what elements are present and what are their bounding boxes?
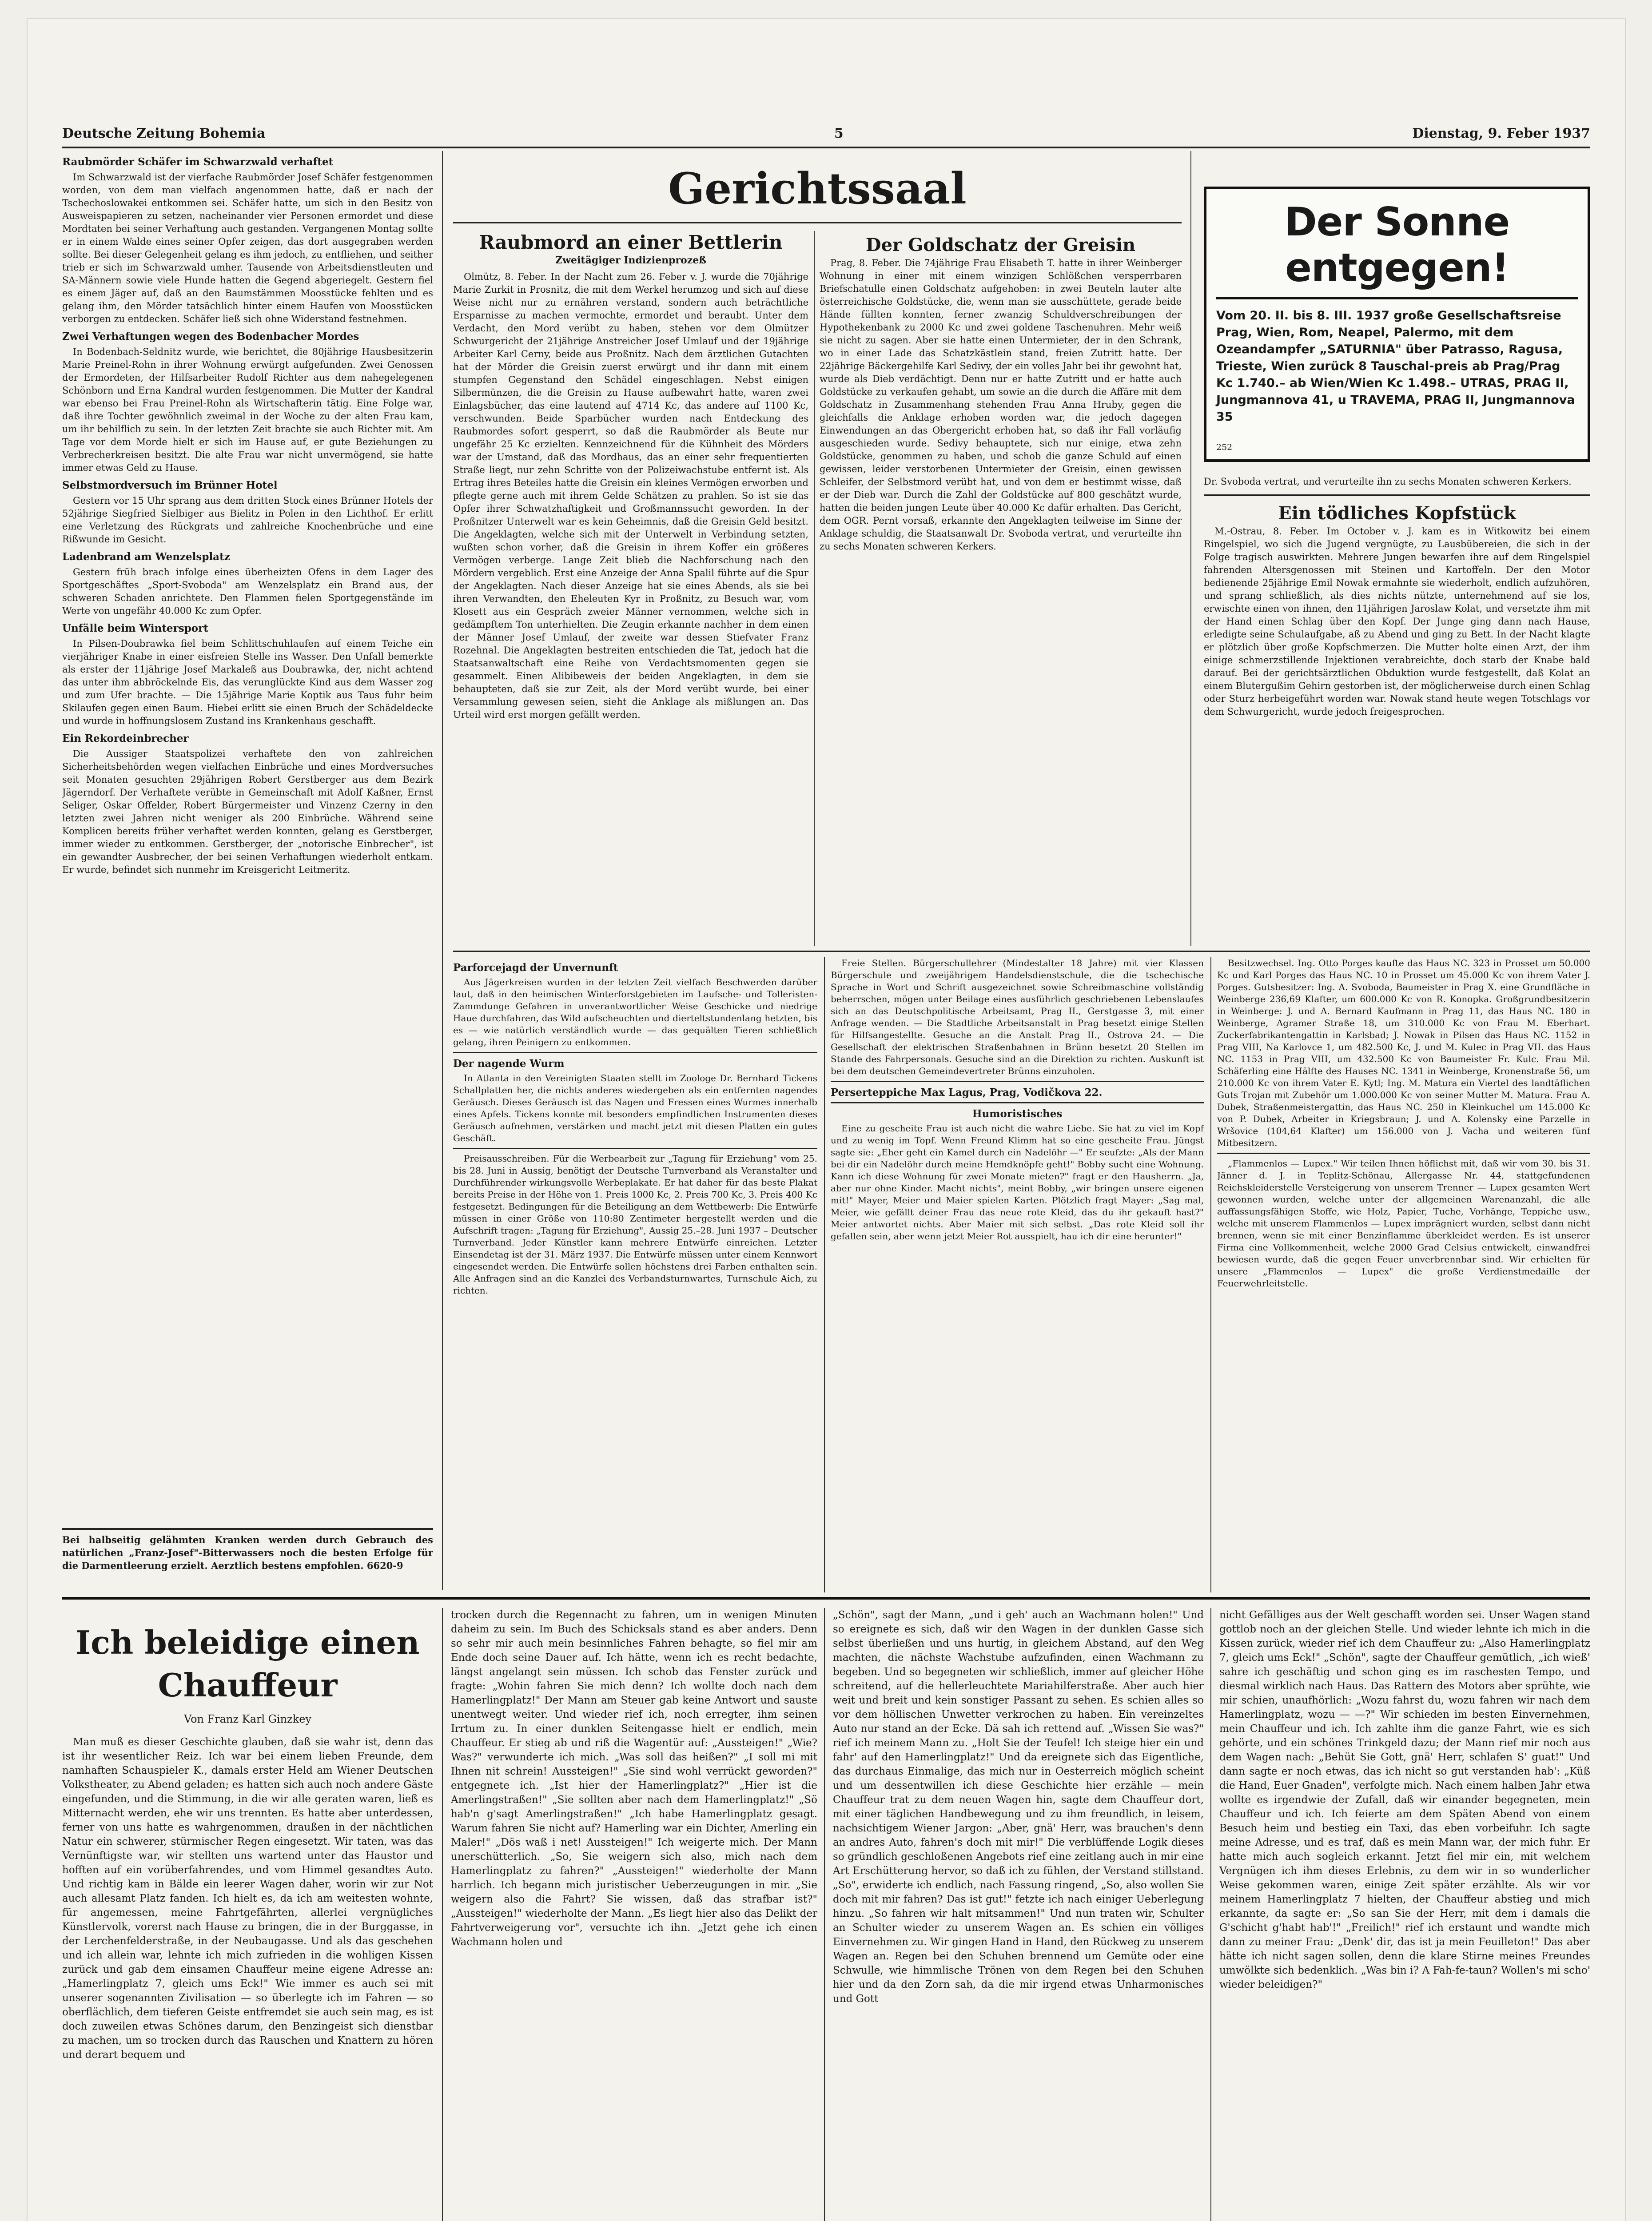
news-text: Aus Jägerkreisen wurden in der letzten Zeit vielfach Beschwerden darüber laut, daß in den heimischen Winterforstgebieten im Laufsche- und Tolleristen-Zammdunge Gefahren in unverantwortlicher Weise Geschicke und niedrige Haue durchfahren, das Wild aufscheuchten und dierteltstundenlang hetzten, bis es — wie natürlich verständlich wurde — das gequälten Tieren schließlich gelang, ihren Peinigern zu entkommen. — [453, 977, 817, 1047]
column-divider — [1190, 151, 1191, 946]
story-author: Von Franz Karl Ginzkey — [183, 1713, 312, 1725]
header-paper-name: Deutsche Zeitung Bohemia — [62, 125, 266, 141]
column-divider — [1210, 1608, 1211, 2221]
travel-ad-box — [1204, 187, 1590, 462]
news-heading: Parforcejagd der Unvernunft — [453, 962, 618, 974]
news-text: In Atlanta in den Vereinigten Staaten stellt im Zoologe Dr. Bernhard Tickens Schallplatten her, die nichts anderes wiedergeben als ein entfernten nagendes Geräusch. Dieses Geräusch ist das Nagen und Fressen eines Wurmes innerhalb eines Apfels. Tickens konnte mit besonders empfindlichen Instrumenten dieses Geräusch aufnehmen, verstärken und macht jetzt mit diesen Platten ein gutes Geschäft. — [453, 1073, 817, 1143]
travel-ad-headline: Der Sonne entgegen! — [1216, 199, 1578, 299]
court-column-b — [820, 231, 1182, 946]
mid-column-3 — [1217, 957, 1590, 1592]
left-column — [62, 151, 433, 1528]
divider — [453, 1052, 817, 1053]
article-title: Raubmord an einer Bettlerin — [479, 231, 783, 253]
news-text: Besitzwechsel. Ing. Otto Porges kaufte das Haus NC. 323 in Prosset um 50.000 Kc und Karl Porges das Haus NC. 10 in Prosset um 45.000 Kc von ihrem Vater J. Porges. Gutsbesitzer: Ing. A. Svoboda, Baumeister in Prag X. eine Grundfläche in Weinberge 236,69 Klafter, um 600.000 Kc von R. Konopka. Großgrundbesitzerin in Weinberge: J. und A. Bernard Kaufmann in Prag 11, das Haus NC. 180 in Weinberge, Agramer Straße 18, um 310.000 Kc von Frau M. Eberhart. Zuckerfabrikantengattin in Karlsbad; J. Nowak in Pilsen das Haus NC. 1152 in Prag VIII, Na Karlovce 1, um 482.500 Kc, J. und M. Kulec in Prag VII. das Haus NC. 1153 in Prag VIII, um 432.500 Kc von Baumeister Fr. Kulc. Frau Mil. Schäferling eine Hälfte des Hauses NC. 1341 in Weinberge, Kronenstraße 56, um 210.000 Kc von ihrem Vater E. Kytl; Ing. M. Matura ein Viertel des landtäflichen Guts Trojan mit Zubehör um 1.000.000 Kc von seiner Mutter M. Matura. Frau A. Dubek, Straßenmeistergattin, das Haus NC. 250 in Kleinkuchel um 145.000 Kc von P. Dubek, Arbeiter in Kriegsbraun; J. und A. Kolensky eine Parzelle in Wršovice (104,64 Klafter) um 156.000 von J. Vacha und weiteren fünf Mitbesitzern. — [1217, 958, 1590, 1148]
news-text: Preisausschreiben. Für die Werbearbeit zur „Tagung für Erziehung" vom 25. bis 28. Juni in Aussig, benötigt der Deutsche Turnverband als Veranstalter und Durchführender wirkungsvolle Werbeplakate. Er hat daher für das beste Plakat bereits Preise in der Höhe von 1. Preis 1000 Kc, 2. Preis 700 Kc, 3. Preis 400 Kc festgesetzt. Bedingungen für die Beteiligung an dem Wettbewerb: Die Entwürfe müssen in einer Größe von 110:80 Zentimeter hergestellt werden und die Aufschrift tragen: „Tagung für Erziehung", Aussig 25.–28. Juni 1937 – Deutscher Turnverband. Jeder Künstler kann mehrere Entwürfe einreichen. Letzter Einsendetag ist der 31. März 1937. Die Entwürfe müssen unter einem Kennwort eingesendet werden. Die Entwürfe sollen höchstens drei Farben enthalten sein. Alle Anfragen sind an die Kanzlei des Verbandsturnwartes, Turnschule Aich, zu richten. — [453, 1153, 817, 1296]
story-column-1 — [62, 1608, 433, 2221]
story-column-3 — [833, 1608, 1204, 2221]
divider — [453, 951, 1590, 952]
news-text: In Bodenbach-Seldnitz wurde, wie berichtet, die 80jährige Hausbesitzerin Marie Preinel-Rohn in ihrer Wohnung erwürgt aufgefunden. Zwei Genossen der Ermordeten, der Hilfsarbeiter Rudolf Richter aus dem nahegelegenen Schönborn und Erna Kandral wurden festgenommen. Die Mutter der Kandral war ebenso bei Frau Preinel-Rohn als Wirtschafterin tätig. Eine Folge war, daß ihre Tochter gewöhnlich zweimal in der Woche zu der alten Frau kam, um ihr behilflich zu sein. In der letzten Zeit brachte sie auch Richter mit. Am Tage vor dem Morde hielt er sich im Hause auf, er gute Beziehungen zu Verbrecherkreisen besitzt. Die alte Frau war nicht unvermögend, sie hatte immer etwas Geld zu Hause. — [62, 346, 433, 473]
section-divider — [62, 1597, 1590, 1600]
news-heading: Humoristisches — [972, 1108, 1063, 1120]
divider — [831, 1102, 1204, 1103]
article-title: Der Goldschatz der Greisin — [865, 235, 1136, 255]
news-heading: Unfälle beim Wintersport — [62, 622, 208, 634]
news-heading: Raubmörder Schäfer im Schwarzwald verhaftet — [62, 156, 334, 168]
article-text: M.-Ostrau, 8. Feber. Im October v. J. kam es in Witkowitz bei einem Ringelspiel, wo sich die Jugend vergnügte, zu Lausbübereien, die sich in der Folge tragisch auswirkten. Mehrere Jungen bewarfen ihre auf dem Ringelspiel fahrenden Altersgenossen mit Steinen und Kartoffeln. Der den Motor bedienende 25jährige Emil Nowak ermahnte sie wiederholt, endlich aufzuhören, und sprang schließlich, als dies nichts nützte, unternehmend auf sie los, erwischte einen von ihnen, den 11jährigen Jaroslaw Kolat, und versetzte ihm mit der Hand einen Schlag über den Kopf. Der Junge ging dann nach Hause, erledigte seine Schulaufgabe, aß zu Abend und ging zu Bett. In der Nacht klagte er plötzlich über große Kopfschmerzen. Die Mutter holte einen Arzt, der ihm einige schmerzstillende Injektionen verabreichte, doch starb der Knabe bald darauf. Bei der gerichtsärztlichen Obduktion wurde festgestellt, daß Kolat an einem Blutergußim Gehirn gestorben ist, der möglicherweise durch einen Schlag oder Sturz herbeigeführt worden war. Nowak stand heute wegen Totschlags vor dem Schwurgericht, wurde jedoch freigesprochen. — [1204, 526, 1590, 717]
travel-ad-body: Vom 20. II. bis 8. III. 1937 große Gesellschaftsreise Prag, Wien, Rom, Neapel, Palermo, mit dem Ozeandampfer „SATURNIA" über Patrasso, Ragusa, Trieste, Wien zurück 8 Tauschal-preis ab Prag/Prag Kc 1.740.– ab Wien/Wien Kc 1.498.– UTRAS, PRAG II, Jungmannova 41, u TRAVEMA, PRAG II, Jungmannova 35 — [1216, 309, 1575, 424]
ad-heading: Perserteppiche Max Lagus, Prag, Vodičkova 22. — [831, 1087, 1103, 1099]
court-column-a — [453, 231, 808, 946]
mid-column-2 — [831, 957, 1204, 1592]
column-divider — [824, 1608, 825, 2221]
news-heading: Ein Rekordeinbrecher — [62, 732, 189, 744]
divider — [1204, 494, 1590, 496]
column-divider — [1210, 957, 1211, 1592]
news-heading: Selbstmordversuch im Brünner Hotel — [62, 479, 278, 491]
travel-ad-code: 252 — [1216, 442, 1233, 452]
story-column-2 — [451, 1608, 817, 2221]
court-article-tail: Dr. Svoboda vertrat, und verurteilte ihn zu sechs Monaten schweren Kerkers. — [1204, 476, 1572, 487]
story-column-4 — [1219, 1608, 1590, 2221]
column-divider — [824, 957, 825, 1592]
news-text: In Pilsen-Doubrawka fiel beim Schlittschuhlaufen auf einem Teiche ein vierjähriger Knabe in einer eisfreien Stelle ins Wasser. Den Unfall bemerkte als erster der 11jährige Josef Markaleß aus Doubrawka, der, nicht achtend das unter ihm abbröckelnde Eis, das verunglückte Kind aus dem Wasser zog und zum Ufer brachte. — Die 15jährige Marie Koptik aus Taus fuhr beim Skilaufen gegen einen Baum. Hiebei erlitt sie einen Bruch der Schädeldecke und wurde in hoffnungslosem Zustand ins Krankenhaus geschafft. — [62, 638, 433, 726]
story-text: trocken durch die Regennacht zu fahren, um in wenigen Minuten daheim zu sein. Im Buch des Schicksals stand es aber anders. Denn so sehr mir auch mein besinnliches Fahren behagte, so fiel mir am Ende doch seine Dauer auf. Ich hätte, wenn ich es recht bedachte, längst angelangt sein müssen. Ich schob das Fenster zurück und fragte: „Wohin fahren Sie mich denn? Ich wollte doch nach dem Hamerlingplatz!" Der Mann am Steuer gab keine Antwort und sauste unentwegt weiter. Und wieder rief ich, noch erregter, ihm seinen Irrtum zu. In einer dunklen Seitengasse hielt er endlich, mein Chauffeur. Er stieg ab und riß die Wagentür auf: „Aussteigen!" „Wie? Was?" verwunderte ich mich. „Was soll das heißen?" „I soll mi mit Ihnen nit schrein! Aussteigen!" „Sie sind wohl verrückt geworden?" entgegnete ich. „Ist hier der Hamerlingplatz?" „Hier ist die Amerlingstraßen!" „Sie sollten aber nach dem Hamerlingplatz!" „Sö hab'n g'sagt Amerlingstraßen!" „Ich habe Hamerlingplatz gesagt. Warum fahren Sie nicht auf? Hamerling war ein Dichter, Amerling ein Maler!" „Dös waß i net! Aussteigen!" Ich weigerte mich. Der Mann unerschütterlich. „So, Sie weigern sich also, mich nach dem Hamerlingplatz zu fahren?" „Aussteigen!" wiederholte der Mann harrlich. Ich begann mich juristischer Ueberzeugungen in mir. „Sie weigern also die Fahrt? Sie wissen, daß das strafbar ist?" „Aussteigen!" wiederholte der Mann. „Es liegt hier also das Delikt der Fahrtverweigerung vor", versuchte ich ihn. „Jetzt gehe ich einen Wachmann holen und — [451, 1609, 817, 1948]
news-heading: Zwei Verhaftungen wegen des Bodenbacher Mordes — [62, 330, 359, 342]
article-text: Olmütz, 8. Feber. In der Nacht zum 26. Feber v. J. wurde die 70jährige Marie Zurkit in Prosnitz, die mit dem Werkel herumzog und sich auf diese Weise nicht nur zu ernähren verstand, sondern auch beträchtliche Ersparnisse zu machen vermochte, ermordet und beraubt. Unter dem Verdacht, den Mord verübt zu haben, stehen vor dem Olmützer Schwurgericht der 21jährige Anstreicher Josef Umlauf und der 19jährige Arbeiter Karl Cerny, beide aus Proßnitz. Nach dem ärztlichen Gutachten hat der Mörder die Greisin zuerst erwürgt und ihr dann mit einem stumpfen Gegenstand den Schädel eingeschlagen. Nebst einigen Silbermünzen, die die Greisin zu Hause aufbewahrt hatte, waren zwei Einlagsbücher, das eine lautend auf 4714 Kc, das andere auf 1100 Kc, verschwunden. Beide Sparbücher wurden nach Entdeckung des Raubmordes sofort gesperrt, so daß die Raubmörder als Beute nur ungefähr 25 Kc erzielten. Kennzeichnend für die Kühnheit des Mörders war der Umstand, daß das Mordhaus, das an einer sehr frequentierten Straße liegt, nur zehn Schritte von der Polizeiwachstube entfernt ist. Als Ertrag ihres Beteiles hatte die Greisin ein kleines Vermögen erworben und pflegte gerne auch mit ihrem Gelde Schätzen zu prahlen. So ist sie das Opfer ihrer Schwatzhaftigkeit und Großmannssucht geworden. In der Proßnitzer Unterwelt war es kein Geheimnis, daß die Greisin Geld besitzt. Die Angeklagten, welche sich mit der Unterwelt in Verbindung setzten, wußten schon vorher, daß die Greisin in ihrem Koffer ein größeres Vermögen verberge. Lange Zeit blieb die Nachforschung nach den Mördern vergeblich. Erst eine Anzeige der Anna Spalil führte auf die Spur der Angeklagten. Nach dieser Anzeige hat sie eines Abends, als sie bei ihren Verwandten, den Eheleuten Kyr in Proßnitz, zu Besuch war, vom Klosett aus ein Gespräch zweier Männer vernommen, welche sich in gedämpftem Ton unterhielten. Die Zeugin erkannte nachher in dem einen der Männer Josef Umlauf, der zweite war dessen Stiefvater Franz Rozehnal. Die Angeklagten bestreiten entschieden die Tat, jedoch hat die Staatsanwaltschaft eine Reihe von Verdachtsmomenten gegen sie gesammelt. Einen Alibibeweis der beiden Angeklagten, in dem sie behaupteten, daß sie zur Zeit, als der Mord verübt wurde, bei einer Versammlung gewesen seien, sieht die Anklage als mißlungen an. Das Urteil wird erst morgen gefällt werden. — [453, 271, 808, 720]
column-divider — [442, 151, 443, 1590]
bitterwasser-ad-text: Bei halbseitig gelähmten Kranken werden durch Gebrauch des natürlichen „Franz-Josef"-Bitterwassers noch die besten Erfolge für die Darmentleerung erzielt. Aerztlich bestens empfohlen. 6620-9 — [62, 1534, 433, 1571]
newspaper-page — [27, 18, 1626, 2221]
divider — [831, 1081, 1204, 1082]
right-column — [1204, 475, 1590, 946]
page-header — [62, 120, 1590, 148]
news-text: Eine zu gescheite Frau ist auch nicht die wahre Liebe. Sie hat zu viel im Kopf und zu wenig im Topf. Wenn Freund Klimm hat so eine gescheite Frau. Jüngst sagte sie: „Eher geht ein Kamel durch ein Nadelöhr —" Er seufzte: „Als der Mann bei dir ein Nadelöhr durch meine Hemdknöpfe geht!" Bobby sucht eine Wohnung. Kann ich diese Wohnung für zwei Monate mieten?" fragt er den Hausherrn. „Ja, aber nur ohne Kinder. Macht nichts", meint Bobby, „wir bringen unsere eigenen mit!" Mayer, Meier und Maier spielen Karten. Plötzlich fragt Mayer: „Sag mal, Meier, wie gefällt deiner Frau das neue rote Kleid, das du ihr gekauft hast?" Meier antwortet nichts. Aber Maier mit sich selbst. „Das rote Kleid soll ihr gefallen sein, aber wenn jetzt Meier Rot ausspielt, hau ich dir eine herunter!" — [831, 1123, 1204, 1242]
header-page-number: 5 — [834, 125, 844, 141]
column-divider — [814, 231, 815, 946]
story-text: nicht Gefälliges aus der Welt geschafft worden sei. Unser Wagen stand gottlob noch an der gleichen Stelle. Und wieder lehnte ich mich in die Kissen zurück, wieder rief ich dem Chauffeur zu: „Also Hamerlingplatz 7, gleich ums Eck!" „Schön", sagte der Chauffeur gemütlich, „ich wieß' sahre ich geschäftig und schon ging es im raschesten Tempo, und diesmal wirklich nach Haus. Das Rattern des Motors aber sprühte, wie mir schien, unaufhörlich: „Wozu fahrst du, wozu fahren wir nach dem Hamerlingplatz, wozu — —?" Wir schieden im besten Einvernehmen, mein Chauffeur und ich. Ich zahlte ihm die ganze Fahrt, wie es sich gehörte, und ein schönes Trinkgeld dazu; der Mann rief mir noch aus dem Wagen nach: „Behüt Sie Gott, gnä' Herr, schlafen S' guat!" Und dann sagte er noch etwas, das ich nicht so gut verstanden hab': „Küß die Hand, Euer Gnaden", verfolgte mich. Nach einem halben Jahr etwa wollte es irgendwie der Zufall, daß wir einander begegneten, mein Chauffeur und ich. Ich feierte am dem Späten Abend von einem Besuch heim und bestieg ein Taxi, das eben vorbeifuhr. Ich sagte meine Adresse, und es traf, daß es mein Mann war, der mich fuhr. Er hatte mich auch sogleich erkannt. Jetzt fiel mir ein, mit welchem Vergnügen ich ihm dieses Erlebnis, zu dem wir in so wunderlicher Weise gekommen waren, einige Zeit später erzählte. Als wir vor meinem Hamerlingplatz 7 hielten, der Chauffeur abstieg und mich erkannte, da sagte er: „So san Sie der Herr, mit dem i damals die G'schicht g'habt hab'!" „Freilich!" rief ich erstaunt und wandte mich dann zu meiner Frau: „Denk' dir, das ist ja mein Feuilleton!" Das aber hätte ich nicht sagen sollen, denn die klare Stirne meines Freundes umwölkte sich bedenklich. „Was bin i? A Fah-fe-taun? Wollen's mi scho' wieder beleidigen?" — [1219, 1609, 1590, 1990]
article-title: Ein tödliches Kopfstück — [1278, 503, 1516, 524]
header-date: Dienstag, 9. Feber 1937 — [1412, 125, 1590, 141]
gerichtssaal-title: Gerichtssaal — [668, 163, 967, 214]
article-text: Prag, 8. Feber. Die 74jährige Frau Elisabeth T. hatte in ihrer Weinberger Wohnung in einer mit einem winzigen Schlößchen versperrbaren Briefschatulle einen Goldschatz aufgehoben: in zwei Beuteln lauter alte österreichische Goldstücke, die, wenn man sie ausschüttete, gerade beide Hände füllten konnten, ferner zwanzig Schuldverschreibungen der Hypothekenbank zu 2000 Kc und zwei goldene Taschenuhren. Mehr weiß sie nicht zu sagen. Aber sie hatte einen Untermieter, der in den Schrank, wo in einer Lade das Schatzkästlein stand, freien Zutritt hatte. Der 22jährige Bäckergehilfe Karl Sedivy, der ein volles Jahr bei ihr gewohnt hat, wurde als Dieb verdächtigt. Denn nur er hatte Zutritt und er hatte auch Goldstücke zu verkaufen gehabt, um sowie an die durch die Affäre mit dem Goldschatz in Zusammenhang stehenden Frau Anna Hruby, gegen die gleichfalls die Anklage erhoben worden war, die jedoch dagegen Einwendungen an das Obergericht erhoben hat, so daß ihr Fall vorläufig ausgeschieden wurde. Sedivy behauptete, sich nur einige, etwa zehn Goldstücke, genommen zu haben, und schob die ganze Schuld auf einen gewissen, leider verstorbenen Untermieter der Greisin, einen gewissen Schleifer, der Selbstmord verübt hat, und von dem er bestimmt wisse, daß er der Dieb war. Durch die Zahl der Goldstücke auf 800 geschätzt wurde, hatten die beiden jungen Leute über 40.000 Kc dafür erhalten. Das Gericht, dem OGR. Pernt vorsaß, erkannte den Angeklagten teilweise im Sinne der Anklage schuldig, die Staatsanwalt Dr. Svoboda vertrat, und verurteilte ihn zu sechs Monaten schweren Kerkers. — [820, 258, 1182, 552]
mid-column-1 — [453, 957, 817, 1592]
story-text: Man muß es dieser Geschichte glauben, daß sie wahr ist, denn das ist ihr wesentlicher Reiz. Ich war bei einem lieben Freunde, dem namhaften Schauspieler K., damals erster Held am Wiener Deutschen Volkstheater, zu Abend geladen; es hatten sich auch noch andere Gäste eingefunden, und die Stimmung, in die wir alle geraten waren, ließ es Mitternacht werden, ehe wir uns trennten. Es hatte aber unterdessen, ferner von uns hatte es wahrgenommen, draußen in der nächtlichen Natur ein schwerer, stürmischer Regen eingesetzt. Wir taten, was das Vernünftigste war, wir stellten uns wartend unter das Haustor und hofften auf ein vorüberfahrendes, und vom Himmel gesandtes Auto. Und richtig kam in Bälde ein leerer Wagen daher, worin wir zur Not auch allesamt Platz fanden. Ich hielt es, da ich am weitesten wohnte, für angemessen, meine Fahrtgefährten, allerlei vergnügliches Künstlervolk, vorerst nach Hause zu bringen, die in der Burggasse, in der Lerchenfelderstraße, in der Neubaugasse. Und als das geschehen und ich allein war, lehnte ich mich zufrieden in die wohligen Kissen zurück und gab dem einsamen Chauffeur meine eigene Adresse an: „Hamerlingplatz 7, gleich ums Eck!" Wie immer es auch sei mit unserer sogenannten Zivilisation — so überlegte ich im Fahren — so oberflächlich, dem tieferen Geiste entfremdet sie auch sein mag, es ist doch zuweilen etwas Schönes darum, den Benzingeist sich dienstbar zu machen, um so trocken durch das Rauschen und Knattern zu hören und derart bequem und — [62, 1736, 433, 2061]
news-text: Im Schwarzwald ist der vierfache Raubmörder Josef Schäfer festgenommen worden, von dem man vielfach angenommen hatte, daß er nach der Tschechoslowakei entkommen sei. Schäfer hatte, um sich in den Besitz von Ausweispapieren zu setzen, nacheinander vier Personen ermordet und diese Mordtaten bei seiner Verhaftung auch gestanden. Vergangenen Montag sollte er in einem Walde eines seiner Opfer zeigen, das dort ausgegraben werden sollte. Bei dieser Gelegenheit gelang es ihm jedoch, zu entfliehen, und seither trieb er sich im Schwarzwald umher. Tausende von Arbeitsdienstleuten und SA-Männern sowie viele Hunde hatten die Gegend abgeriegelt. Gestern fiel es einem Jäger auf, daß an den Baumstämmen Moosstücke fehlten und es gelang ihm, den Mörder tatsächlich hinter einem Haufen von Moosstücken verborgen zu entdecken. Schäfer ließ sich ohne Widerstand festnehmen. — [62, 172, 433, 324]
news-text: Die Aussiger Staatspolizei verhaftete den von zahlreichen Sicherheitsbehörden wegen vielfachen Einbrüche und eines Mordversuches seit Monaten gesuchten 29jährigen Robert Gerstberger aus dem Bezirk Jägerndorf. Der Verhaftete verübte in Gemeinschaft mit Adolf Kaßner, Ernst Seliger, Oskar Offelder, Robert Bürgermeister und Vinzenz Czerny in den letzten zwei Jahren nicht weniger als 200 Einbrüche. Während seine Komplicen bereits früher verhaftet werden konnten, gelang es Gerstberger, immer wieder zu entkommen. Gerstberger, der „notorische Einbrecher", ist ein gewandter Ausbrecher, der bei seinen Verhaftungen wiederholt entkam. Er wurde, befindet sich nunmehr im Kreisgericht Leitmeritz. — [62, 748, 433, 875]
news-heading: Der nagende Wurm — [453, 1058, 565, 1070]
story-title: Ich beleidige einen Chauffeur — [76, 1624, 420, 1704]
bitterwasser-ad — [62, 1528, 433, 1596]
divider — [453, 1148, 817, 1149]
story-text: „Schön", sagt der Mann, „und i geh' auch an Wachmann holen!" Und so ereignete es sich, daß wir den Wagen in der dunklen Gasse sich selbst überließen und uns hurtig, in gleichem Abstand, auf den Weg machten, die nächste Wachstube aufzufinden, einen Wachmann zu begeben. Und so begegneten wir schließlich, immer auf gleicher Höhe schreitend, auf die hellerleuchtete Mariahilferstraße. Aber auch hier weit und breit und kein sonstiger Passant zu sehen. Es schien alles so vor dem höllischen Unwetter verkrochen zu haben. Ein vereinzeltes Auto nur stand an der Ecke. Dä sah ich rettend auf. „Wissen Sie was?" rief ich meinem Mann zu. „Holt Sie der Teufel! Ich steige hier ein und fahr' auf den Hamerlingplatz!" Und da ereignete sich das Eigentliche, das durchaus Einmalige, das mich nur in Oesterreich möglich scheint und um dessentwillen ich diese Geschichte hier erzähle — mein Chauffeur trat zu dem neuen Wagen hin, sagte dem Chauffeur dort, mit einer täglichen Handbewegung und zu ihm freundlich, in leisem, nachsichtigem Wiener Jargon: „Aber, gnä' Herr, was brauchen's denn an andres Auto, fahren's doch mit mir!" Die verblüffende Logik dieses so gründlich geschloßenen Angebots rief eine zeitlang auch in mir eine Art Erschütterung hervor, so daß ich zu fühlen, der Verstand stillstand. „So", erwiderte ich endlich, nach Fassung ringend, „So, also wollen Sie doch mit mir fahren? Das ist gut!" fetzte ich nach einiger Ueberlegung hinzu. „So fahren wir halt mitsammen!" Und nun traten wir, Schulter an Schulter wieder zu unserem Wagen an. Es schien ein völliges Einvernehmen zu. Wir gingen Hand in Hand, den Rückweg zu unserem Wagen an. Regen bei den Schuhen brennend um Gemüte oder eine Schwulle, wie himmlische Trönen von dem Regen bei den Schuhen hier und da den Zorn sah, da die mir irgend etwas Unharmonisches und Gott — [833, 1609, 1204, 2005]
column-divider — [442, 1608, 443, 2221]
divider — [1217, 1153, 1590, 1154]
divider — [453, 222, 1182, 223]
news-heading: Ladenbrand am Wenzelsplatz — [62, 551, 230, 563]
news-text: Freie Stellen. Bürgerschullehrer (Mindestalter 18 Jahre) mit vier Klassen Bürgerschule und zweijährigem Handelsdienstschule, die die tschechische Sprache in Wort und Schrift ausgezeichnet sowie Schreibmaschine vollständig beherrschen, mögen unter Beilage eines ausführlich geschriebenen Lebenslaufes sich an das Deutschpolitische Arbeitsamt, Prag II., Gerstgasse 3, mit einer Anfrage wenden. — Die Stadtliche Arbeitsanstalt in Prag besetzt einige Stellen für Hilfsangestellte. Gesuche an die Anstalt Prag II., Ostrova 24. — Die Gesellschaft der elektrischen Straßenbahnen in Brünn besetzt 20 Stellen im Stande des Fahrpersonals. Gesuche sind an die Direktion zu richten. Auskunft ist bei dem deutschen Gemeindevertreter Brünns einzuholen. — [831, 958, 1204, 1076]
news-text: Gestern vor 15 Uhr sprang aus dem dritten Stock eines Brünner Hotels der 52jährige Siegfried Sielbiger aus Bielitz in Polen in den Lichthof. Er erlitt eine Verletzung des Rückgrats und zahlreiche Knochenbrüche und eine Rißwunde im Gesicht. — [62, 495, 433, 545]
news-text: Gestern früh brach infolge eines überheizten Ofens in dem Lager des Sportgeschäftes „Sport-Svoboda" am Wenzelsplatz ein Brand aus, der schweren Schaden anrichtete. Den Flammen fielen Sportgegenstände im Werte von ungefähr 40.000 Kc zum Opfer. — [62, 567, 433, 616]
news-text: „Flammenlos — Lupex." Wir teilen Ihnen höflichst mit, daß wir vom 30. bis 31. Jänner d. J. in Teplitz-Schönau, Allergasse Nr. 44, stattgefundenen Reichskleiderstelle Versteigerung von unserem Trenner — Lupex gesamten Wert gewonnen wurden, welche unter der allgemeinen Warenanzahl, die alle auffassungsfähigen Stoffe, wie Holz, Papier, Tuche, Vorhänge, Teppiche usw., welche mit unserem Flammenlos — Lupex imprägniert wurden, selbst dann nicht brennen, wenn sie mit einer Benzinflamme überkleidet werden. Es ist unserer Firma eine Vollkommenheit, welche 2000 Grad Celsius entwickelt, einwandfrei bewiesen wurde, daß die gegen Feuer unverbrennbar sind. Wir erhielten für unsere „Flammenlos — Lupex" die große Verdienstmedaille der Feuerwehrleitstelle. — [1217, 1158, 1590, 1289]
article-subtitle: Zweitägiger Indizienprozeß — [555, 255, 706, 266]
